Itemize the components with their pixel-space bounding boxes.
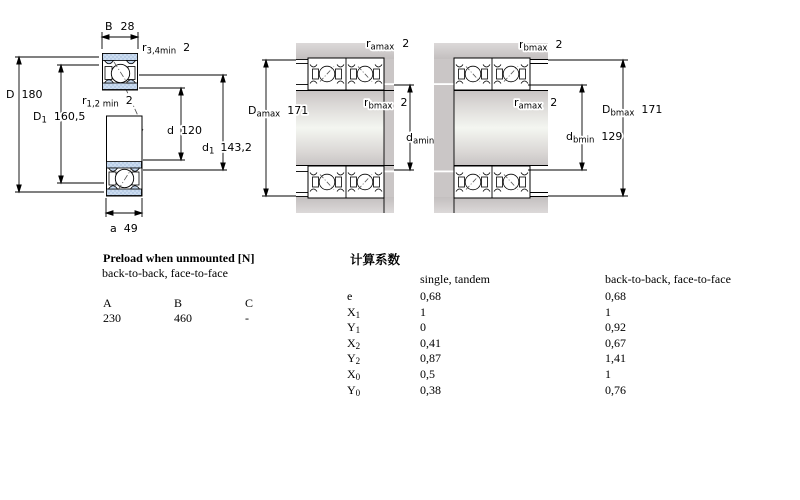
factor-symbol: Y [347, 382, 356, 397]
preload-subtitle: back-to-back, face-to-face [102, 266, 228, 280]
factors-rows [347, 289, 626, 398]
housing-bottom [296, 197, 394, 213]
preload-value-c: - [245, 311, 249, 325]
dim-label-r34: $r_{3,4min}$ 2 [142, 41, 191, 57]
factor-row [347, 289, 626, 305]
arrangement-figure-back-to-back [248, 37, 462, 213]
factor-btb-value: 0,67 [605, 335, 626, 350]
dim-label-a: a 49 [110, 222, 138, 235]
factor-row: $X_1$ 1 1 [347, 304, 611, 320]
factor-btb-value: 0,92 [605, 320, 626, 335]
dim-label-B: B 28 [105, 20, 135, 33]
factor-symbol: Y [347, 320, 356, 335]
factor-btb-value: 1,41 [605, 351, 626, 366]
preload-value-row [103, 311, 316, 326]
factors-col-single: single, tandem [420, 272, 490, 286]
dim-label-d1: $d_1$ 143,2 [202, 141, 252, 157]
factor-single-value: 0 [420, 320, 426, 335]
factor-row: $X_0$ 0,5 1 [347, 366, 611, 382]
factor-row: $Y_0$ 0,38 0,76 [347, 382, 626, 398]
factor-btb-value: 0,68 [605, 289, 626, 303]
preload-value-b: 460 [174, 311, 192, 325]
housing-bottom [434, 197, 548, 213]
factor-btb-value: 1 [605, 304, 611, 319]
dim-label-dbmin: $d_{bmin}$ 129 [566, 130, 623, 146]
preload-header-row [103, 296, 316, 311]
dim-label-rbmax-mid: $r_{bmax}$ 2 [364, 96, 408, 112]
factors-title: 计算系数 [350, 252, 401, 267]
bearing-section-top [103, 54, 138, 91]
factor-btb-value: 0,76 [605, 382, 626, 397]
preload-title: Preload when unmounted [N] [103, 251, 255, 265]
ball-icon [111, 64, 129, 82]
shoulder-strip [434, 43, 454, 213]
factor-row: $Y_1$ 0 0,92 [347, 320, 626, 336]
ball-icon [115, 169, 133, 187]
dim-label-ramax-mid: $r_{amax}$ 2 [514, 96, 558, 112]
factor-symbol: X [347, 366, 356, 381]
dim-label-damin: $d_{amin}$ [406, 131, 435, 147]
factor-single-value: 1 [420, 304, 426, 319]
dim-label-rbmax-top: $r_{bmax}$ 2 [519, 38, 563, 54]
factor-single-value: 0,38 [420, 382, 441, 397]
factors-col-btb: back-to-back, face-to-face [605, 272, 731, 286]
dim-label-Dbmax: $D_{bmax}$ 171 [602, 103, 663, 119]
dim-label-Damax: $D_{amax}$ 171 [248, 104, 309, 120]
dim-label-D: D 180 [6, 88, 43, 101]
dim-label-D1: $D_1$ 160,5 [33, 110, 86, 126]
factor-symbol: e [347, 289, 353, 303]
preload-value-a: 230 [103, 311, 121, 325]
factor-single-value: 0,68 [420, 289, 441, 303]
factor-btb-value: 1 [605, 366, 611, 381]
factor-symbol: X [347, 335, 356, 350]
factor-symbol: X [347, 304, 356, 319]
preload-col-b: B [174, 296, 183, 310]
bearing-diagrams [0, 0, 800, 245]
bearing-cross-section-figure [6, 20, 252, 235]
dim-label-d: d 120 [167, 124, 202, 137]
factor-single-value: 0,41 [420, 335, 441, 350]
preload-col-c: C [245, 296, 254, 310]
factor-single-value: 0,87 [420, 351, 441, 366]
factor-row: $X_2$ 0,41 0,67 [347, 335, 626, 351]
shoulder-strip [384, 43, 394, 213]
factor-row: $Y_2$ 0,87 1,41 [347, 351, 626, 367]
dim-label-r12: $r_{1,2 min}$ 2 [82, 94, 133, 110]
factor-single-value: 0,5 [420, 366, 435, 381]
factor-symbol: Y [347, 351, 356, 366]
bearing-section-bottom [107, 162, 142, 196]
preload-col-a: A [103, 296, 112, 310]
dim-label-ramax-top: $r_{amax}$ 2 [366, 37, 410, 53]
arrangement-figure-face-to-face [434, 38, 662, 213]
